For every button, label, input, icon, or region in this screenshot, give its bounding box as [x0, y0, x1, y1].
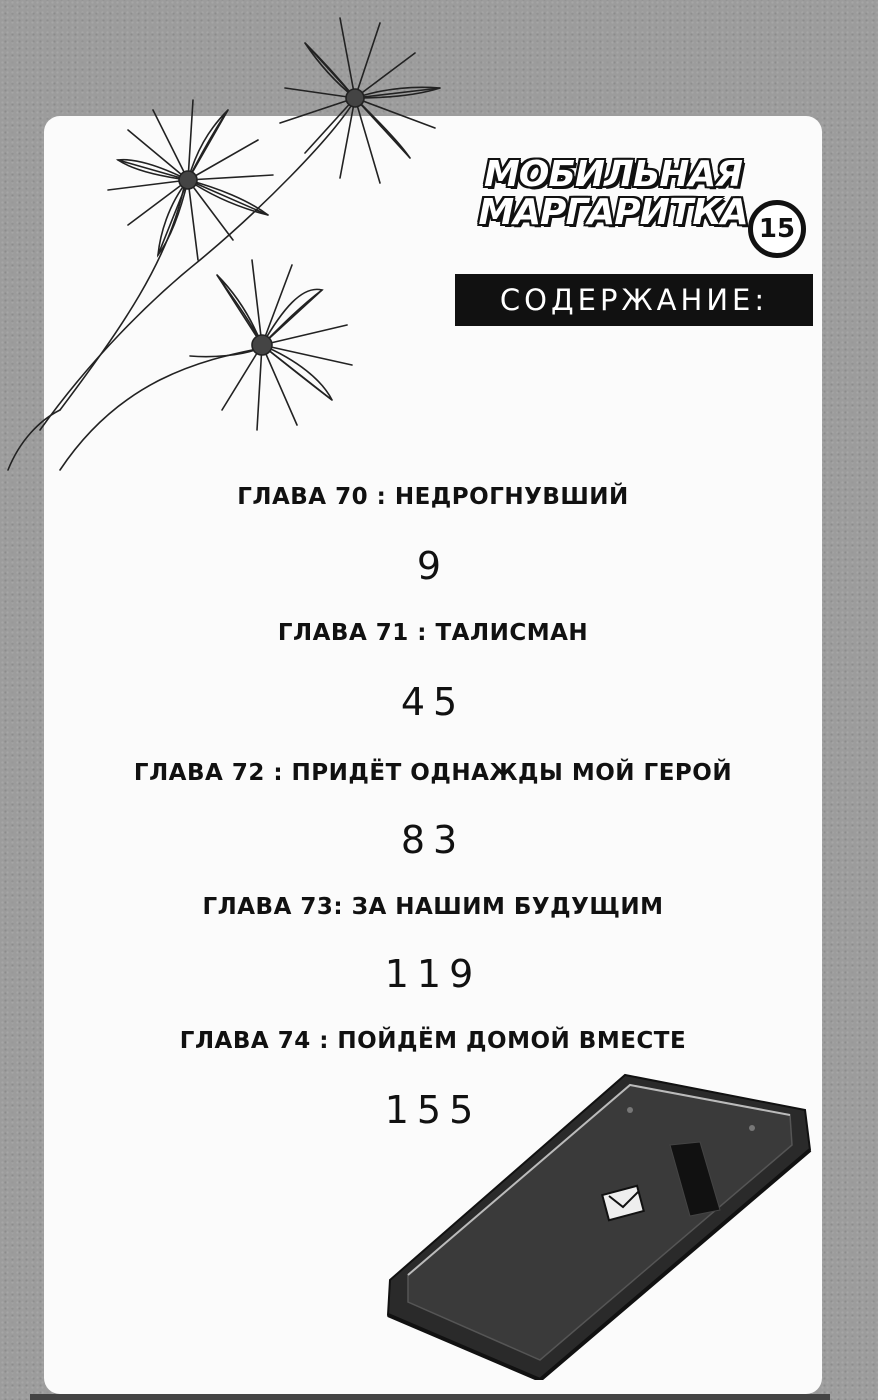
- series-title-line1: МОБИЛЬНАЯ: [483, 154, 743, 195]
- chapter-title: ГЛАВА 70 : НЕДРОГНУВШИЙ: [237, 484, 629, 510]
- chapter-page-number: 83: [400, 818, 466, 862]
- chapter-title: ГЛАВА 73: ЗА НАШИМ БУДУЩИМ: [202, 894, 664, 920]
- chapter-page-number: 9: [416, 544, 450, 588]
- flip-phone-illustration: [380, 1070, 820, 1380]
- volume-badge: 15: [748, 200, 806, 258]
- chapter-title: ГЛАВА 71 : ТАЛИСМАН: [277, 620, 589, 646]
- toc-header: СОДЕРЖАНИЕ:: [455, 274, 813, 326]
- chapter-title: ГЛАВА 72 : ПРИДЁТ ОДНАЖДЫ МОЙ ГЕРОЙ: [133, 760, 733, 786]
- series-title-logo: [478, 156, 748, 232]
- series-title-line2: МАРГАРИТКА: [478, 192, 748, 233]
- chapter-page-number: 119: [384, 952, 482, 996]
- chapter-page-number: 45: [400, 680, 466, 724]
- chapter-page-number: 155: [384, 1088, 482, 1132]
- page-edge: [30, 1394, 830, 1400]
- chapter-title: ГЛАВА 74 : ПОЙДЁМ ДОМОЙ ВМЕСТЕ: [179, 1028, 687, 1054]
